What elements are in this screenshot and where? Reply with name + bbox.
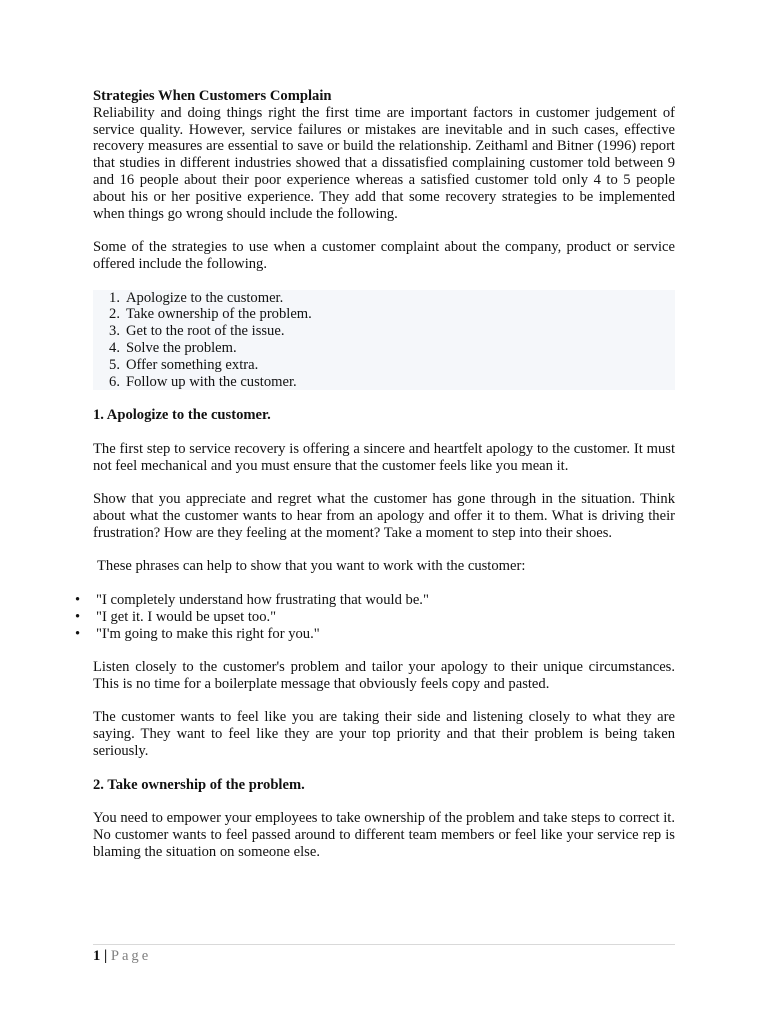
list-item	[75, 591, 675, 609]
section-1-paragraph-3: Listen closely to the customer's problem and tailor your apology to their unique circumstances. This is no time for a boilerplate message that obviously feels copy and pasted.	[93, 659, 675, 692]
list-item-number: 4.	[109, 339, 120, 356]
list-item-text: Follow up with the customer.	[126, 373, 297, 390]
phrases-intro: These phrases can help to show that you want to work with the customer:	[97, 558, 526, 575]
list-item	[75, 608, 675, 626]
list-item-number: 1.	[109, 289, 120, 306]
section-2-heading: 2. Take ownership of the problem.	[93, 776, 305, 793]
section-1-heading: 1. Apologize to the customer.	[93, 407, 271, 424]
footer-separator: |	[103, 948, 108, 964]
list-item-number: 5.	[109, 356, 120, 373]
phrases-list	[75, 591, 675, 642]
bullet-icon: •	[75, 591, 81, 608]
list-item-number: 2.	[109, 306, 120, 323]
bullet-icon: •	[75, 608, 81, 625]
page-footer	[93, 948, 151, 965]
page-number: 1	[93, 948, 101, 964]
list-item-text: "I get it. I would be upset too."	[96, 608, 277, 625]
page-label: Page	[110, 948, 152, 964]
list-item-text: Apologize to the customer.	[126, 289, 284, 306]
list-item	[93, 340, 675, 357]
list-item	[93, 357, 675, 374]
section-1-paragraph-1: The first step to service recovery is offering a sincere and heartfelt apology to the customer. It must not feel mechanical and you must ensure that the customer feels like you mean it.	[93, 440, 675, 474]
list-item-number: 3.	[109, 323, 120, 340]
list-item	[93, 374, 675, 391]
list-item-text: "I'm going to make this right for you."	[96, 625, 320, 642]
bullet-icon: •	[75, 625, 81, 642]
list-item-text: Take ownership of the problem.	[126, 306, 312, 323]
strategies-list	[93, 290, 675, 391]
intro-paragraph: Reliability and doing things right the first time are important factors in customer judgement of service quality. However, service failures or mistakes are inevitable and in such cases, effective recovery measures are essential to save or build the relationship. Zeithaml and Bitner (1996) report that studies in different industries showed that a dissatisfied complaining customer told between 9 and 16 people about their poor experience whereas a satisfied customer told only 4 to 5 people about his or her positive experience. They add that some recovery strategies to be implemented when things go wrong should include the following.	[93, 104, 675, 222]
list-item	[93, 290, 675, 307]
section-2-paragraph-1: You need to empower your employees to take ownership of the problem and take steps to correct it. No customer wants to feel passed around to different team members or feel like your service rep is blaming the situation on someone else.	[93, 810, 675, 860]
section-1-paragraph-2: Show that you appreciate and regret what the customer has gone through in the situation. Think about what the customer wants to hear from an apology and offer it to them. What is driving their frustration? How are they feeling at the moment? Take a moment to step into their shoes.	[93, 491, 675, 541]
list-item	[93, 323, 675, 340]
list-item	[75, 625, 675, 643]
section-1-paragraph-4: The customer wants to feel like you are taking their side and listening closely to what they are saying. They want to feel like they are your top priority and that their problem is being taken seriously.	[93, 709, 675, 760]
list-item-text: "I completely understand how frustrating that would be."	[96, 591, 429, 608]
list-item	[93, 306, 675, 323]
strategies-intro-paragraph: Some of the strategies to use when a customer complaint about the company, product or service offered include the following.	[93, 239, 675, 272]
list-item-text: Get to the root of the issue.	[126, 323, 285, 340]
list-item-number: 6.	[109, 373, 120, 390]
document-body	[75, 88, 675, 861]
list-item-text: Offer something extra.	[126, 356, 259, 373]
document-title: Strategies When Customers Complain	[93, 88, 332, 104]
footer-divider	[93, 944, 675, 945]
list-item-text: Solve the problem.	[126, 339, 237, 356]
